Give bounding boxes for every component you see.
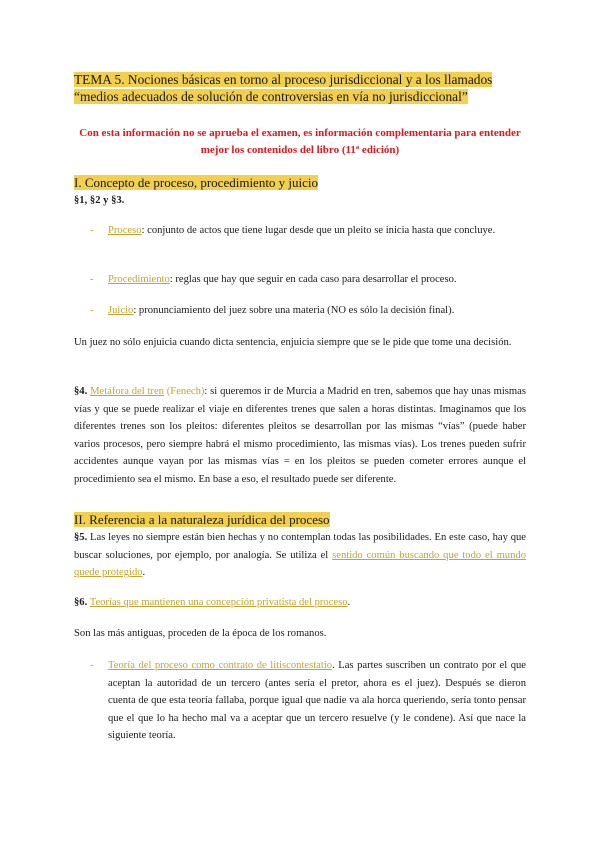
- paragraph-ref: §4.: [74, 386, 88, 397]
- paragraph-ref: §5.: [74, 532, 88, 543]
- list-item: [90, 302, 526, 320]
- bullet-dash: -: [90, 305, 94, 316]
- definition-text: : conjunto de actos que tiene lugar desde que un pleito se inicia hasta que concluye.: [141, 225, 496, 236]
- antiguas-paragraph: Son las más antiguas, proceden de la época de los romanos.: [74, 628, 327, 639]
- title-line-1: TEMA 5. Nociones básicas en torno al proceso jurisdiccional y a los llamados: [74, 72, 493, 87]
- bullet-dash: -: [90, 274, 94, 285]
- section-1-heading: I. Concepto de proceso, procedimiento y juicio: [74, 175, 319, 190]
- term-juicio: Juicio: [108, 305, 134, 316]
- juez-paragraph: Un juez no sólo enjuicia cuando dicta sentencia, enjuicia siempre que se le pide que tome una decisión.: [74, 337, 512, 348]
- title-line-2: “medios adecuados de solución de controversias en vía no jurisdiccional”: [74, 89, 468, 104]
- section-1-ref: §1, §2 y §3.: [74, 195, 125, 206]
- warning-note: Con esta información no se aprueba el examen, es información complementaria para entender mejor los contenidos del libro (11ª edición): [79, 127, 521, 156]
- p5-paragraph: §5. Las leyes no siempre están bien hechas y no contemplan todas las posibilidades. En este caso, hay que buscar soluciones, por ejemplo, por analogía. Se utiliza el sentido común buscando que todo el mundo quede protegido.: [74, 532, 526, 578]
- list-item: [90, 657, 526, 745]
- definition-text: : pronunciamiento del juez sobre una materia (NO es sólo la decisión final).: [133, 305, 455, 316]
- section-2-heading: II. Referencia a la naturaleza jurídica del proceso: [74, 512, 330, 527]
- privatista-link: Teorías que mantienen una concepción privatista del proceso: [89, 597, 348, 608]
- metaphor-paragraph: [74, 383, 526, 488]
- term-procedimiento: Procedimiento: [108, 274, 170, 285]
- paragraph-ref: §6.: [74, 597, 88, 608]
- metaphor-text: : si queremos ir de Murcia a Madrid en tren, sabemos que hay unas mismas vías y que se puede realizar el viaje en diferentes trenes que salen a horas distintas. Imaginamos que los diferentes trenes son los pleitos: diferentes pleitos se desarrollan por las mismas “vías” (puede haber varios procesos, pero siempre habrá el mismo procedimiento, las mismas vías). Los trenes pueden sufrir accidentes aunque vayan por las mismas vías = en los pleitos se pueden cometer errores aunque el procedimiento sea el mismo. En base a eso, el resultado puede ser diferente.: [74, 386, 526, 485]
- page-title: [74, 71, 526, 105]
- bullet-dash: -: [90, 225, 94, 236]
- term-litiscontestatio: Teoría del proceso como contrato de litiscontestatio: [108, 660, 333, 671]
- p6-paragraph: §6. Teorías que mantienen una concepción privatista del proceso.: [74, 597, 351, 608]
- metaphor-term: Metáfora del tren: [90, 386, 164, 397]
- definition-text: . Las partes suscriben un contrato por el que aceptan la autoridad de un tercero (antes sería el pretor, ahora es el juez). Después se dieron cuenta de que esta teoría fallaba, porque igual que nadie va ala horca queriendo, sería tonto pensar que el que lo ha hecho mal va a aceptar que un tercero resuelve (y le condene). Así que nace la siguiente teoría.: [108, 660, 526, 741]
- list-item: [90, 271, 526, 289]
- sentido-comun-link: sentido común buscando que todo el mundo quede protegido: [74, 549, 526, 578]
- p5-text: Las leyes no siempre están bien hechas y no contemplan todas las posibilidades. En este caso, hay que buscar soluciones, por ejemplo, por analogía. Se utiliza el: [74, 532, 526, 561]
- definition-text: : reglas que hay que seguir en cada caso para desarrollar el proceso.: [169, 274, 457, 285]
- term-proceso: Proceso: [108, 225, 142, 236]
- metaphor-author: (Fenech): [163, 386, 205, 397]
- bullet-dash: -: [90, 660, 94, 671]
- list-item: [90, 222, 526, 240]
